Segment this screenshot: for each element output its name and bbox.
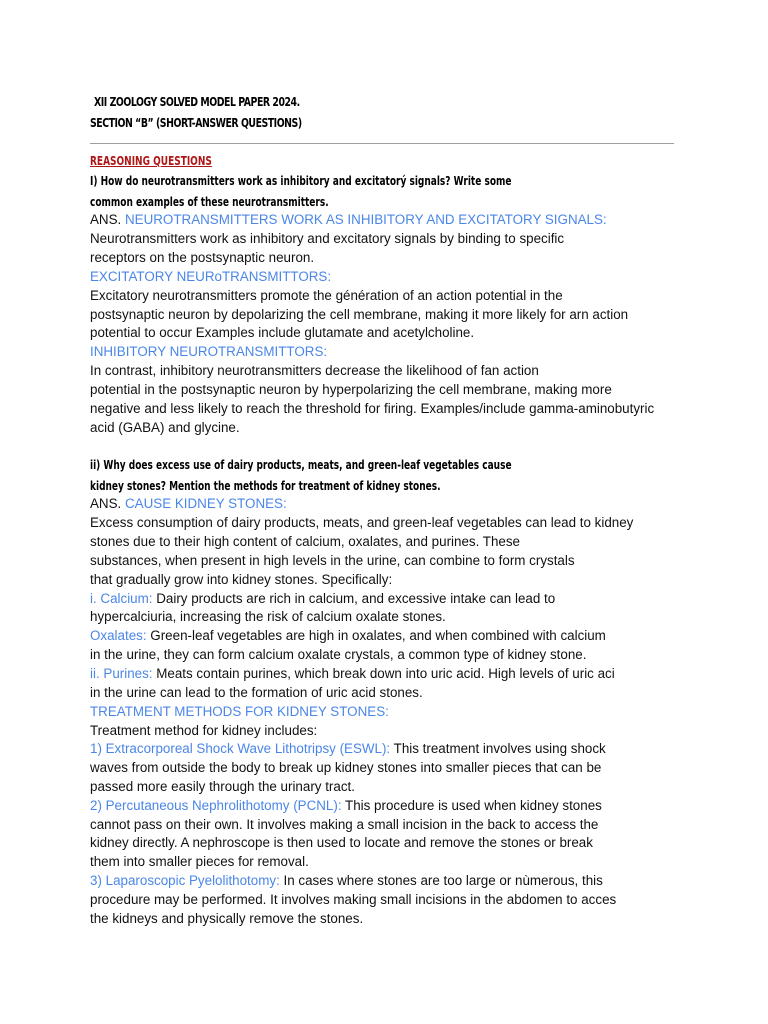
answer-1-heading [90,210,607,229]
paragraph-line: postsynaptic neuron by depolarizing the cell membrane, making it more likely for arn action [90,307,629,322]
paragraph-line: in the urine, they can form calcium oxalate crystals, a common type of kidney stone. [90,647,587,662]
paragraph-line: waves from outside the body to break up kidney stones into smaller pieces that can be [90,760,602,775]
paragraph-line: hypercalciuria, increasing the risk of calcium oxalate stones. [90,609,446,624]
paragraph-line: potential to occur Examples include glutamate and acetylcholine. [90,325,475,340]
calcium-label: i. Calcium: [90,591,153,606]
oxalates-label: Oxalates: [90,628,147,643]
oxalates-text: Green-leaf vegetables are high in oxalates, and when combined with calcium [146,628,606,643]
paragraph-line: procedure may be performed. It involves making small incisions in the abdomen to acces [90,892,617,907]
laparoscopic-label: 3) Laparoscopic Pyelolithotomy: [90,873,280,888]
question-2-line-2: kidney stones? Mention the methods for treatment of kidney stones. [90,478,441,493]
answer-heading: NEUROTRANSMITTERS WORK AS INHIBITORY AND EXCITATORY SIGNALS: [124,212,607,227]
paragraph-line: Excess consumption of dairy products, meats, and green-leaf vegetables can lead to kidney [90,515,634,530]
paragraph-line: the kidneys and physically remove the stones. [90,911,364,926]
purines-text: Meats contain purines, which break down into uric acid. High levels of uric aci [152,666,615,681]
paragraph-line: kidney directly. A nephroscope is then used to locate and remove the stones or break [90,835,593,850]
reasoning-heading: REASONING QUESTIONS [90,153,212,168]
paragraph-line: In contrast, inhibitory neurotransmitters decrease the likelihood of fan action [90,363,539,378]
paragraph-line: substances, when present in high levels in the urine, can combine to form crystals [90,553,575,568]
question-1-line-1: I) How do neurotransmitters work as inhibitory and excitatorý signals? Write some [90,173,512,188]
calcium-line-1 [90,589,555,608]
paragraph-line: them into smaller pieces for removal. [90,854,309,869]
question-1-line-2: common examples of these neurotransmitters. [90,194,329,209]
section-title: SECTION “B” (SHORT-ANSWER QUESTIONS) [90,116,302,130]
paragraph-line: Excitatory neurotransmitters promote the génération of an action potential in the [90,288,563,303]
paragraph-line: Treatment method for kidney includes: [90,723,318,738]
ans-label: ANS. [90,212,125,227]
paragraph-line: that gradually grow into kidney stones. Specifically: [90,572,393,587]
pcnl-text: This procedure is used when kidney stones [341,798,602,813]
purines-label: ii. Purines: [90,666,153,681]
paragraph-line: acid (GABA) and glycine. [90,420,240,435]
pcnl-line-1 [90,796,602,815]
paragraph-line: in the urine can lead to the formation of uric acid stones. [90,685,423,700]
paragraph-line: Neurotransmitters work as inhibitory and excitatory signals by binding to specific [90,231,565,246]
question-2-line-1: ii) Why does excess use of dairy products, meats, and green-leaf vegetables cause [90,457,512,472]
answer-heading: CAUSE KIDNEY STONES: [124,496,287,511]
laparoscopic-line-1 [90,871,603,890]
eswl-label: 1) Extracorporeal Shock Wave Lithotripsy (ESWL): [90,741,391,756]
laparoscopic-text: In cases where stones are too large or nùmerous, this [279,873,603,888]
paragraph-line: potential in the postsynaptic neuron by hyperpolarizing the cell membrane, making more [90,382,612,397]
paper-title: XII ZOOLOGY SOLVED MODEL PAPER 2024. [94,95,300,109]
pcnl-label: 2) Percutaneous Nephrolithotomy (PCNL): [90,798,342,813]
oxalates-line-1 [90,626,606,645]
paragraph-line: passed more easily through the urinary tract. [90,779,355,794]
paragraph-line: receptors on the postsynaptic neuron. [90,250,315,265]
paragraph-line: stones due to their high content of calcium, oxalates, and purines. These [90,534,521,549]
eswl-text: This treatment involves using shock [390,741,606,756]
inhibitory-heading: INHIBITORY NEUROTRANSMITTORS: [90,344,328,359]
eswl-line-1 [90,739,606,758]
excitatory-heading: EXCITATORY NEURoTRANSMITTORS: [90,269,332,284]
calcium-text: Dairy products are rich in calcium, and excessive intake can lead to [152,591,556,606]
treatment-heading: TREATMENT METHODS FOR KIDNEY STONES: [90,704,389,719]
ans-label: ANS. [90,496,125,511]
header-divider [90,143,674,144]
purines-line-1 [90,664,615,683]
paragraph-line: negative and less likely to reach the threshold for firing. Examples/include gamma-aminobutyric [90,401,655,416]
paragraph-line: cannot pass on their own. It involves making a small incision in the back to access the [90,817,599,832]
answer-2-heading [90,494,287,513]
